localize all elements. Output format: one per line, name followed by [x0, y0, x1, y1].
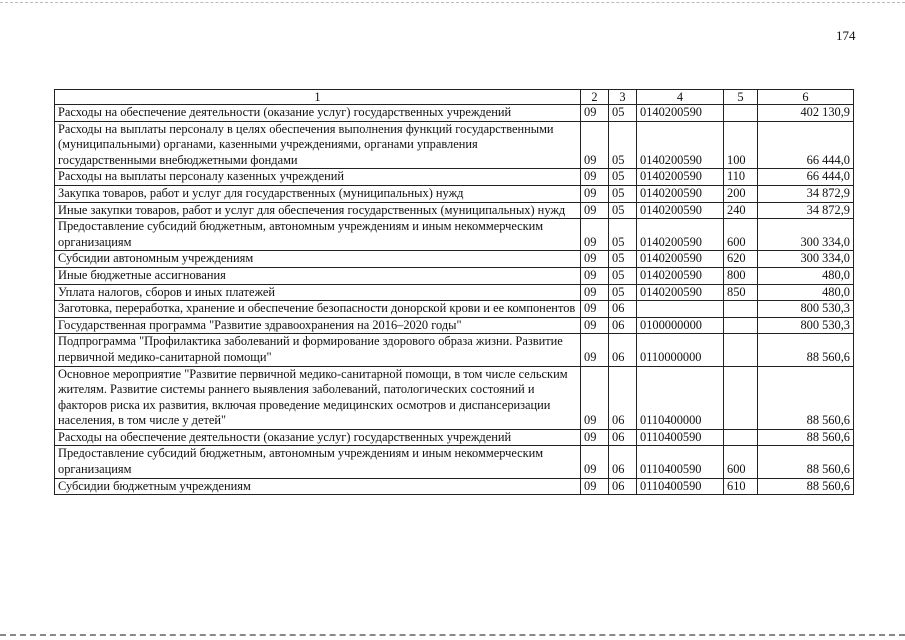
amount: 88 560,6: [758, 429, 854, 446]
row-description: Субсидии бюджетным учреждениям: [55, 478, 581, 495]
table-row: [55, 446, 854, 478]
table-row: [55, 121, 854, 169]
section-code: 09: [581, 202, 609, 219]
section-code: 09: [581, 334, 609, 366]
table-row: [55, 251, 854, 268]
subsection-code: 05: [609, 185, 637, 202]
subsection-code: 05: [609, 169, 637, 186]
scan-top-edge: [0, 2, 905, 3]
amount: 480,0: [758, 284, 854, 301]
table-row: [55, 301, 854, 318]
subsection-code: 06: [609, 317, 637, 334]
row-description: Подпрограмма "Профилактика заболеваний и формирование здорового образа жизни. Развитие первичной медико-санитарной помощи": [55, 334, 581, 366]
section-code: 09: [581, 366, 609, 429]
table-row: [55, 284, 854, 301]
subsection-code: 05: [609, 105, 637, 122]
target-article-code: 0140200590: [637, 219, 724, 251]
subsection-code: 05: [609, 267, 637, 284]
row-description: Иные закупки товаров, работ и услуг для обеспечения государственных (муниципальных) нужд: [55, 202, 581, 219]
row-description: Государственная программа "Развитие здравоохранения на 2016–2020 годы": [55, 317, 581, 334]
expense-type-code: [724, 105, 758, 122]
target-article-code: 0140200590: [637, 284, 724, 301]
section-code: 09: [581, 185, 609, 202]
expense-type-code: [724, 317, 758, 334]
row-description: Иные бюджетные ассигнования: [55, 267, 581, 284]
target-article-code: 0140200590: [637, 169, 724, 186]
amount: 34 872,9: [758, 202, 854, 219]
row-description: Закупка товаров, работ и услуг для государственных (муниципальных) нужд: [55, 185, 581, 202]
amount: 66 444,0: [758, 121, 854, 169]
subsection-code: 05: [609, 121, 637, 169]
target-article-code: 0110000000: [637, 334, 724, 366]
row-description: Предоставление субсидий бюджетным, автономным учреждениям и иным некоммерческим организациям: [55, 219, 581, 251]
amount: 88 560,6: [758, 366, 854, 429]
table-row: [55, 219, 854, 251]
subsection-code: 05: [609, 219, 637, 251]
target-article-code: 0140200590: [637, 267, 724, 284]
section-code: 09: [581, 317, 609, 334]
section-code: 09: [581, 284, 609, 301]
section-code: 09: [581, 429, 609, 446]
table-row: [55, 478, 854, 495]
row-description: Расходы на выплаты персоналу казенных учреждений: [55, 169, 581, 186]
table-body: [55, 105, 854, 495]
subsection-code: 06: [609, 446, 637, 478]
section-code: 09: [581, 446, 609, 478]
row-description: Расходы на обеспечение деятельности (оказание услуг) государственных учреждений: [55, 105, 581, 122]
expense-type-code: [724, 429, 758, 446]
subsection-code: 05: [609, 202, 637, 219]
amount: 800 530,3: [758, 317, 854, 334]
expense-type-code: [724, 334, 758, 366]
column-header: 3: [609, 90, 637, 105]
column-header: 5: [724, 90, 758, 105]
subsection-code: 06: [609, 334, 637, 366]
expense-type-code: [724, 301, 758, 318]
table-row: [55, 169, 854, 186]
table-row: [55, 366, 854, 429]
subsection-code: 06: [609, 478, 637, 495]
target-article-code: 0140200590: [637, 121, 724, 169]
expense-type-code: 100: [724, 121, 758, 169]
target-article-code: 0140200590: [637, 251, 724, 268]
amount: 402 130,9: [758, 105, 854, 122]
expense-type-code: 600: [724, 446, 758, 478]
target-article-code: 0140200590: [637, 185, 724, 202]
row-description: Заготовка, переработка, хранение и обеспечение безопасности донорской крови и ее компонентов: [55, 301, 581, 318]
target-article-code: 0110400590: [637, 446, 724, 478]
target-article-code: 0140200590: [637, 202, 724, 219]
expense-type-code: [724, 366, 758, 429]
column-header: 2: [581, 90, 609, 105]
expense-type-code: 110: [724, 169, 758, 186]
target-article-code: 0110400590: [637, 478, 724, 495]
subsection-code: 05: [609, 284, 637, 301]
expense-type-code: 610: [724, 478, 758, 495]
amount: 480,0: [758, 267, 854, 284]
subsection-code: 06: [609, 366, 637, 429]
scan-bottom-edge: [0, 634, 905, 636]
table-row: [55, 317, 854, 334]
expense-type-code: 800: [724, 267, 758, 284]
section-code: 09: [581, 478, 609, 495]
expense-type-code: 600: [724, 219, 758, 251]
row-description: Расходы на выплаты персоналу в целях обеспечения выполнения функций государственными (муниципальными) органами, казенными учреждениями, органами управления государственными внебюджетными фондами: [55, 121, 581, 169]
table-row: [55, 267, 854, 284]
table-row: [55, 185, 854, 202]
amount: 88 560,6: [758, 334, 854, 366]
section-code: 09: [581, 267, 609, 284]
row-description: Уплата налогов, сборов и иных платежей: [55, 284, 581, 301]
section-code: 09: [581, 219, 609, 251]
table-header-row: [55, 90, 854, 105]
amount: 88 560,6: [758, 446, 854, 478]
target-article-code: 0110400590: [637, 429, 724, 446]
expense-type-code: 200: [724, 185, 758, 202]
row-description: Основное мероприятие "Развитие первичной медико-санитарной помощи, в том числе сельским жителям. Развитие системы раннего выявления заболеваний, патологических состояний и факторов риска их развития, включая проведение медицинских осмотров и диспансеризации населения, в том числе у детей": [55, 366, 581, 429]
expense-type-code: 240: [724, 202, 758, 219]
column-header: 6: [758, 90, 854, 105]
section-code: 09: [581, 121, 609, 169]
target-article-code: [637, 301, 724, 318]
amount: 34 872,9: [758, 185, 854, 202]
row-description: Субсидии автономным учреждениям: [55, 251, 581, 268]
target-article-code: 0100000000: [637, 317, 724, 334]
table-row: [55, 334, 854, 366]
target-article-code: 0140200590: [637, 105, 724, 122]
expense-type-code: 850: [724, 284, 758, 301]
column-header: 4: [637, 90, 724, 105]
table-row: [55, 429, 854, 446]
row-description: Предоставление субсидий бюджетным, автономным учреждениям и иным некоммерческим организациям: [55, 446, 581, 478]
subsection-code: 06: [609, 301, 637, 318]
target-article-code: 0110400000: [637, 366, 724, 429]
section-code: 09: [581, 169, 609, 186]
amount: 300 334,0: [758, 219, 854, 251]
budget-table: [54, 89, 854, 495]
table-row: [55, 105, 854, 122]
subsection-code: 05: [609, 251, 637, 268]
amount: 88 560,6: [758, 478, 854, 495]
page-number: 174: [836, 28, 856, 43]
expense-type-code: 620: [724, 251, 758, 268]
table-row: [55, 202, 854, 219]
amount: 300 334,0: [758, 251, 854, 268]
section-code: 09: [581, 105, 609, 122]
section-code: 09: [581, 251, 609, 268]
amount: 66 444,0: [758, 169, 854, 186]
column-header: 1: [55, 90, 581, 105]
amount: 800 530,3: [758, 301, 854, 318]
row-description: Расходы на обеспечение деятельности (оказание услуг) государственных учреждений: [55, 429, 581, 446]
section-code: 09: [581, 301, 609, 318]
subsection-code: 06: [609, 429, 637, 446]
